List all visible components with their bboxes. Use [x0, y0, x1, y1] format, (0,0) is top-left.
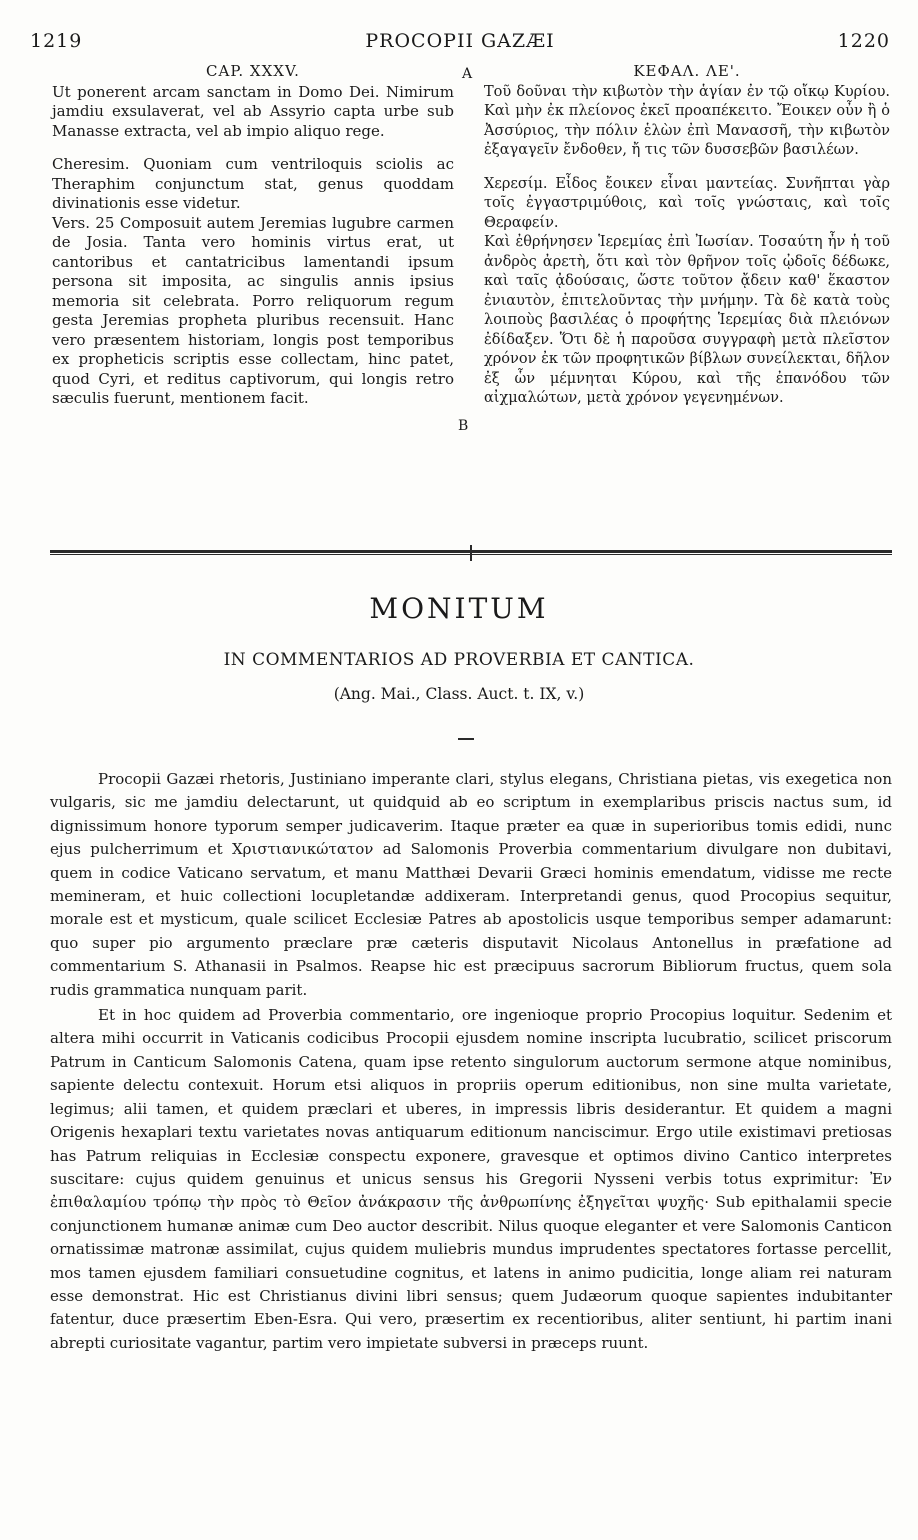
latin-column	[52, 62, 454, 409]
short-rule	[458, 738, 474, 740]
section-divider	[50, 550, 892, 555]
greek-chapter-heading: ΚΕΦΑΛ. ΛΕ'.	[633, 62, 741, 80]
monitum-source: (Ang. Mai., Class. Auct. t. IX, v.)	[333, 685, 585, 703]
monitum-subtitle: IN COMMENTARIOS AD PROVERBIA ET CANTICA.	[223, 650, 695, 670]
running-head	[30, 30, 890, 56]
latin-chapter-heading: CAP. XXXV.	[206, 62, 300, 80]
greek-paragraph-1: Τοῦ δοῦναι τὴν κιβωτὸν τὴν ἁγίαν ἐν τῷ οἴκῳ Κυρίου. Καὶ μὴν ἐκ πλείονος ἐκεῖ προαπέκειτο. Ἔοικεν οὖν ἢ ὁ Ἀσσύριος, τὴν πόλιν ἑλὼν ἐπὶ Μανασσῆ, τὴν κιβωτὸν ἐξαγαγεῖν ἔνδοθεν, ἤ τις τῶν δυσσεβῶν βασιλέων.	[484, 83, 890, 158]
latin-paragraph-3: Vers. 25 Composuit autem Jeremias lugubre carmen de Josia. Tanta vero hominis virtus erat, ut cantoribus et cantatricibus lamentandi ipsum persona sit imposita, ac singulis annis ipsius memoria sit celebrata. Porro reliquorum regum gesta Jeremias propheta pluribus recensuit. Hanc vero præsentem historiam, longis post temporibus ex propheticis scriptis esse collectam, hinc patet, quod Cyri, et reditus captivorum, qui longis retro sæculis fuerunt, mentionem facit.	[52, 213, 454, 407]
margin-letter-a: A	[462, 66, 473, 82]
latin-paragraph-2: Cheresim. Quoniam cum ventriloquis sciolis ac Theraphim conjunctum stat, genus quoddam divinationis esse videtur.	[52, 155, 454, 212]
greek-column	[484, 62, 890, 409]
page-number-right: 1220	[837, 30, 890, 52]
monitum-paragraph-2: Et in hoc quidem ad Proverbia commentario, ore ingenioque proprio Procopius loquitur. Sedenim et altera mihi occurrit in Vaticanis codicibus Procopii ejusdem nomine inscripta lucubratio, scilicet priscorum Patrum in Canticum Salomonis Catena, quam ipse retento singulorum auctorum sermone atque nominibus, sapiente delectu contexuit. Horum etsi aliquos in propriis operum editionibus, non sine multa varietate, legimus; alii tamen, et quidem præclari et uberes, in impressis libris desiderantur. Et quidem a magni Origenis hexaplari textu varietates novas antiquarum editionum nanciscimur. Ergo utile existimavi pretiosas has Patrum reliquias in Ecclesiæ conspectu exponere, gravesque et optimos divino Cantico interpretes suscitare: cujus quidem genuinus et unicus sensus his Gregorii Nysseni verbis totus exprimitur: Ἐν ἐπιθαλαμίου τρόπῳ τὴν πρὸς τὸ Θεῖον ἀνάκρασιν τῆς ἀνθρωπίνης ἐξηγεῖται ψυχῆς· Sub epithalamii specie conjunctionem humanæ animæ cum Deo auctor describit. Nilus quoque eleganter et vere Salomonis Canticon ornatissimæ matronæ assimilat, cujus quidem muliebris mundus imprudentes spectatores fortasse percellit, mos tamen ejusdem familiari consuetudine cognitus, et latens in animo pudicitia, longe aliam rei naturam esse demonstrat. Hic est Christianus divini libri sensus; quem Judæorum quoque sapientes indubitanter fatentur, duce præsertim Eben-Esra. Qui vero, præsertim ex recentioribus, aliter sentiunt, hi partim inani abrepti curiositate vagantur, partim vero impietate subversi in præceps ruunt.	[50, 1006, 892, 1352]
greek-paragraph-3: Καὶ ἐθρήνησεν Ἱερεμίας ἐπὶ Ἰωσίαν. Τοσαύτη ἦν ἡ τοῦ ἀνδρὸς ἀρετὴ, ὅτι καὶ τὸν θρῆνον τοῖς ᾠδοῖς δέδωκε, καὶ ταῖς ᾀδούσαις, ὥστε τοῦτον ᾄδειν καθ' ἕκαστον ἐνιαυτὸν, ἐπιτελοῦντας τὴν μνήμην. Τὰ δὲ κατὰ τοὺς λοιποὺς βασιλέας ὁ προφήτης Ἱερεμίας διὰ πλειόνων ἐδίδαξεν. Ὅτι δὲ ἡ παροῦσα συγγραφὴ μετὰ πλεῖστον χρόνον ἐκ τῶν προφητικῶν βίβλων συνείλεκται, δῆλον ἐξ ὧν μέμνηται Κύρου, καὶ τῆς ἐπανόδου τῶν αἰχμαλώτων, μετὰ χρόνον γεγενημένων.	[484, 234, 890, 406]
greek-paragraph-2: Χερεσίμ. Εἶδος ἔοικεν εἶναι μαντείας. Συνῆπται γὰρ τοῖς ἐγγαστριμύθοις, καὶ τοῖς γνώσταις, καὶ τοῖς Θεραφείν.	[484, 175, 890, 231]
monitum-title: MONITUM	[369, 592, 549, 625]
monitum-paragraph-1: Procopii Gazæi rhetoris, Justiniano imperante clari, stylus elegans, Christiana pietas, vis exegetica non vulgaris, sic me jamdiu delectarunt, ut quidquid ab eo scriptum in exemplaribus priscis nactus sum, id dignissimum honore typorum semper judicaverim. Itaque præter ea quæ in superioribus tomis edidi, nunc ejus pulcherrimum et Χριστιανικώτατον ad Salomonis Proverbia commentarium divulgare non dubitavi, quem in codice Vaticano servatum, et manu Matthæi Devarii Græci hominis emendatum, vidisse me recte memineram, et huic collectioni locupletandæ addixeram. Interpretandi genus, quod Procopius sequitur, morale est et mysticum, quale scilicet Ecclesiæ Patres ab apostolicis usque temporibus semper adamarunt: quo super pio argumento præclare præ cæteris disputavit Nicolaus Antonellus in præfatione ad commentarium S. Athanasii in Psalmos. Reapse hic est præcipuus sacrorum Bibliorum fructus, quem sola rudis grammatica nunquam parit.	[50, 770, 892, 999]
latin-paragraph-1: Ut ponerent arcam sanctam in Domo Dei. Nimirum jamdiu exsulaverat, vel ab Assyrio capta urbe sub Manasse extracta, vel ab impio aliquo rege.	[52, 82, 454, 140]
monitum-body	[50, 768, 892, 1355]
divider-center-mark	[470, 545, 472, 561]
margin-letter-b: B	[458, 418, 469, 434]
running-title: PROCOPII GAZÆI	[365, 30, 555, 52]
page-number-left: 1219	[30, 30, 83, 52]
